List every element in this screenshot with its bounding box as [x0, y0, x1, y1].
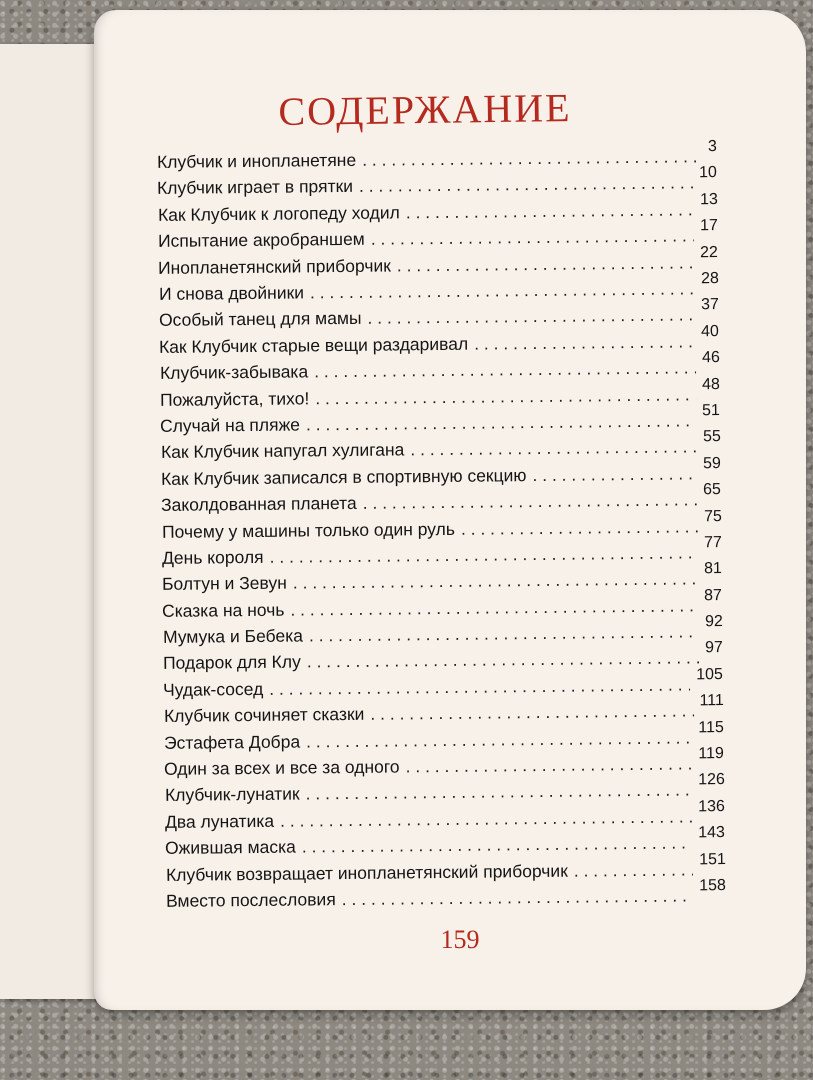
- dot-leader: [405, 199, 694, 222]
- dot-leader: [315, 384, 696, 408]
- dot-leader: [573, 859, 693, 880]
- toc-entry: [162, 639, 724, 676]
- toc-entry-page: 37: [700, 296, 719, 314]
- toc-entry: [156, 138, 717, 174]
- toc-entry-page: 46: [701, 349, 720, 367]
- toc-entry-title: Мумука и Бебека: [162, 625, 303, 647]
- toc-entry: [160, 428, 721, 464]
- dot-leader: [309, 621, 699, 645]
- toc-entry-page: 65: [703, 481, 722, 499]
- toc-entry-page: 13: [699, 190, 718, 209]
- toc-entry-title: Как Клубчик старые вещи раздаривал: [159, 333, 469, 357]
- toc-entry-page: 136: [698, 797, 725, 816]
- toc-entry: [163, 718, 725, 755]
- toc-entry-title: Клубчик играет в прятки: [157, 176, 354, 199]
- dot-leader: [363, 489, 698, 513]
- toc-entry: [164, 797, 725, 834]
- toc-entry: [163, 692, 724, 728]
- toc-entry-page: 22: [700, 243, 719, 261]
- toc-entry-title: Почему у машины только один руль: [161, 518, 455, 542]
- dot-leader: [302, 833, 693, 857]
- toc-entry-page: 59: [702, 454, 721, 472]
- toc-entry-title: Испытание акробраншем: [157, 228, 365, 252]
- toc-entry: [162, 586, 723, 623]
- toc-entry: [165, 824, 726, 860]
- dot-leader: [306, 410, 696, 434]
- toc-entry: [162, 560, 723, 596]
- toc-entry-page: 87: [704, 586, 723, 604]
- toc-entry-page: 97: [705, 639, 724, 657]
- dot-leader: [291, 595, 699, 619]
- toc-entry-title: Случай на пляже: [160, 414, 301, 436]
- toc-entry-page: 55: [702, 428, 721, 446]
- toc-entry-page: 51: [702, 401, 721, 420]
- dot-leader: [532, 463, 697, 485]
- toc-entry-page: 143: [698, 824, 726, 842]
- toc-entry-title: Сказка на ночь: [162, 599, 285, 621]
- toc-entry-title: Инопланетянский приборчик: [158, 255, 392, 278]
- toc-entry-title: Два лунатика: [164, 810, 275, 832]
- toc-entry-page: 115: [698, 718, 725, 736]
- toc-entry: [165, 850, 726, 887]
- toc-entry-title: И снова двойники: [158, 282, 304, 304]
- toc-entry-page: 40: [701, 322, 720, 341]
- toc-entry-title: Пожалуйста, тихо!: [159, 387, 310, 410]
- toc-entry: [163, 665, 724, 702]
- toc-entry-page: 3: [707, 138, 717, 156]
- dot-leader: [293, 569, 699, 593]
- toc-entry: [161, 533, 722, 570]
- toc-entry: [164, 745, 725, 781]
- toc-entry: [162, 613, 723, 649]
- toc-entry-title: Клубчик сочиняет сказки: [163, 704, 365, 727]
- toc-entry-page: 126: [697, 771, 725, 789]
- toc-entry: [160, 454, 721, 491]
- toc-entry-title: Эстафета Добра: [163, 731, 301, 753]
- toc-entry-page: 75: [703, 507, 722, 525]
- dot-leader: [410, 437, 697, 460]
- page-number: 159: [440, 925, 480, 954]
- toc-entry: [157, 190, 718, 227]
- dot-leader: [370, 701, 694, 724]
- toc-entry-page: 105: [696, 665, 724, 684]
- dot-leader: [460, 516, 697, 538]
- toc-entry-title: Клубчик возвращает инопланетянский приборчик: [165, 860, 568, 885]
- toc-entry-page: 158: [699, 877, 726, 895]
- dot-leader: [359, 173, 693, 196]
- toc-entry-page: 28: [700, 270, 719, 288]
- toc-entry-page: 151: [698, 850, 726, 868]
- dot-leader: [280, 806, 692, 830]
- toc-entry-page: 77: [703, 533, 722, 552]
- dot-leader: [371, 225, 695, 248]
- toc-entry: [158, 243, 719, 280]
- toc-entry-title: Вместо послесловия: [165, 889, 336, 911]
- toc-entry: [159, 322, 720, 359]
- page-title: СОДЕРЖАНИЕ: [278, 84, 572, 135]
- toc-entry-page: 111: [699, 692, 724, 710]
- toc-entry: [160, 401, 721, 438]
- dot-leader: [307, 648, 700, 672]
- toc-entry-title: Подарок для Клу: [162, 651, 301, 674]
- toc-entry-title: Как Клубчик записался в спортивную секцию: [160, 464, 527, 489]
- toc-entry-title: Как Клубчик к логопеду ходил: [157, 202, 400, 225]
- dot-leader: [314, 357, 696, 381]
- toc-entry: [161, 507, 722, 544]
- toc-entry-title: Особый танец для мамы: [158, 308, 362, 331]
- dot-leader: [474, 331, 695, 353]
- dot-leader: [306, 727, 693, 751]
- dot-leader: [397, 252, 695, 275]
- toc-entry: [161, 481, 722, 517]
- toc-entry: [165, 877, 726, 913]
- dot-leader: [367, 305, 695, 328]
- toc-entry: [164, 771, 725, 807]
- toc-entry: [158, 270, 719, 306]
- dot-leader: [362, 146, 702, 170]
- dot-leader: [305, 780, 692, 804]
- toc-entry-page: 119: [698, 745, 725, 763]
- toc-entry-title: Клубчик-лунатик: [164, 783, 300, 806]
- dot-leader: [309, 278, 694, 302]
- toc-entry-title: Как Клубчик напугал хулигана: [160, 439, 404, 463]
- toc-entry-page: 48: [701, 375, 720, 393]
- toc-entry-page: 81: [704, 560, 723, 578]
- toc-entry-title: Клубчик и инопланетяне: [156, 149, 357, 172]
- dot-leader: [270, 674, 691, 698]
- toc-entry: [157, 217, 718, 253]
- toc-entry-page: 92: [704, 613, 723, 631]
- toc-entry-title: Чудак-сосед: [163, 678, 264, 700]
- dot-leader: [269, 542, 698, 566]
- toc-entry-page: 17: [699, 217, 718, 235]
- toc-entry-title: Заколдованная планета: [161, 492, 357, 516]
- toc-entry-title: Болтун и Зевун: [162, 572, 288, 595]
- dot-leader: [342, 885, 694, 909]
- dot-leader: [406, 753, 693, 776]
- toc-entry-title: День короля: [161, 546, 264, 568]
- toc-entry: [159, 349, 720, 385]
- toc-entry-title: Клубчик-забывака: [159, 361, 308, 384]
- toc-entry-page: 10: [699, 164, 718, 182]
- toc-entry: [158, 296, 719, 332]
- toc-entry: [159, 375, 720, 412]
- toc-entry-title: Один за всех и все за одного: [164, 756, 401, 779]
- toc-entry-title: Ожившая маска: [165, 836, 297, 859]
